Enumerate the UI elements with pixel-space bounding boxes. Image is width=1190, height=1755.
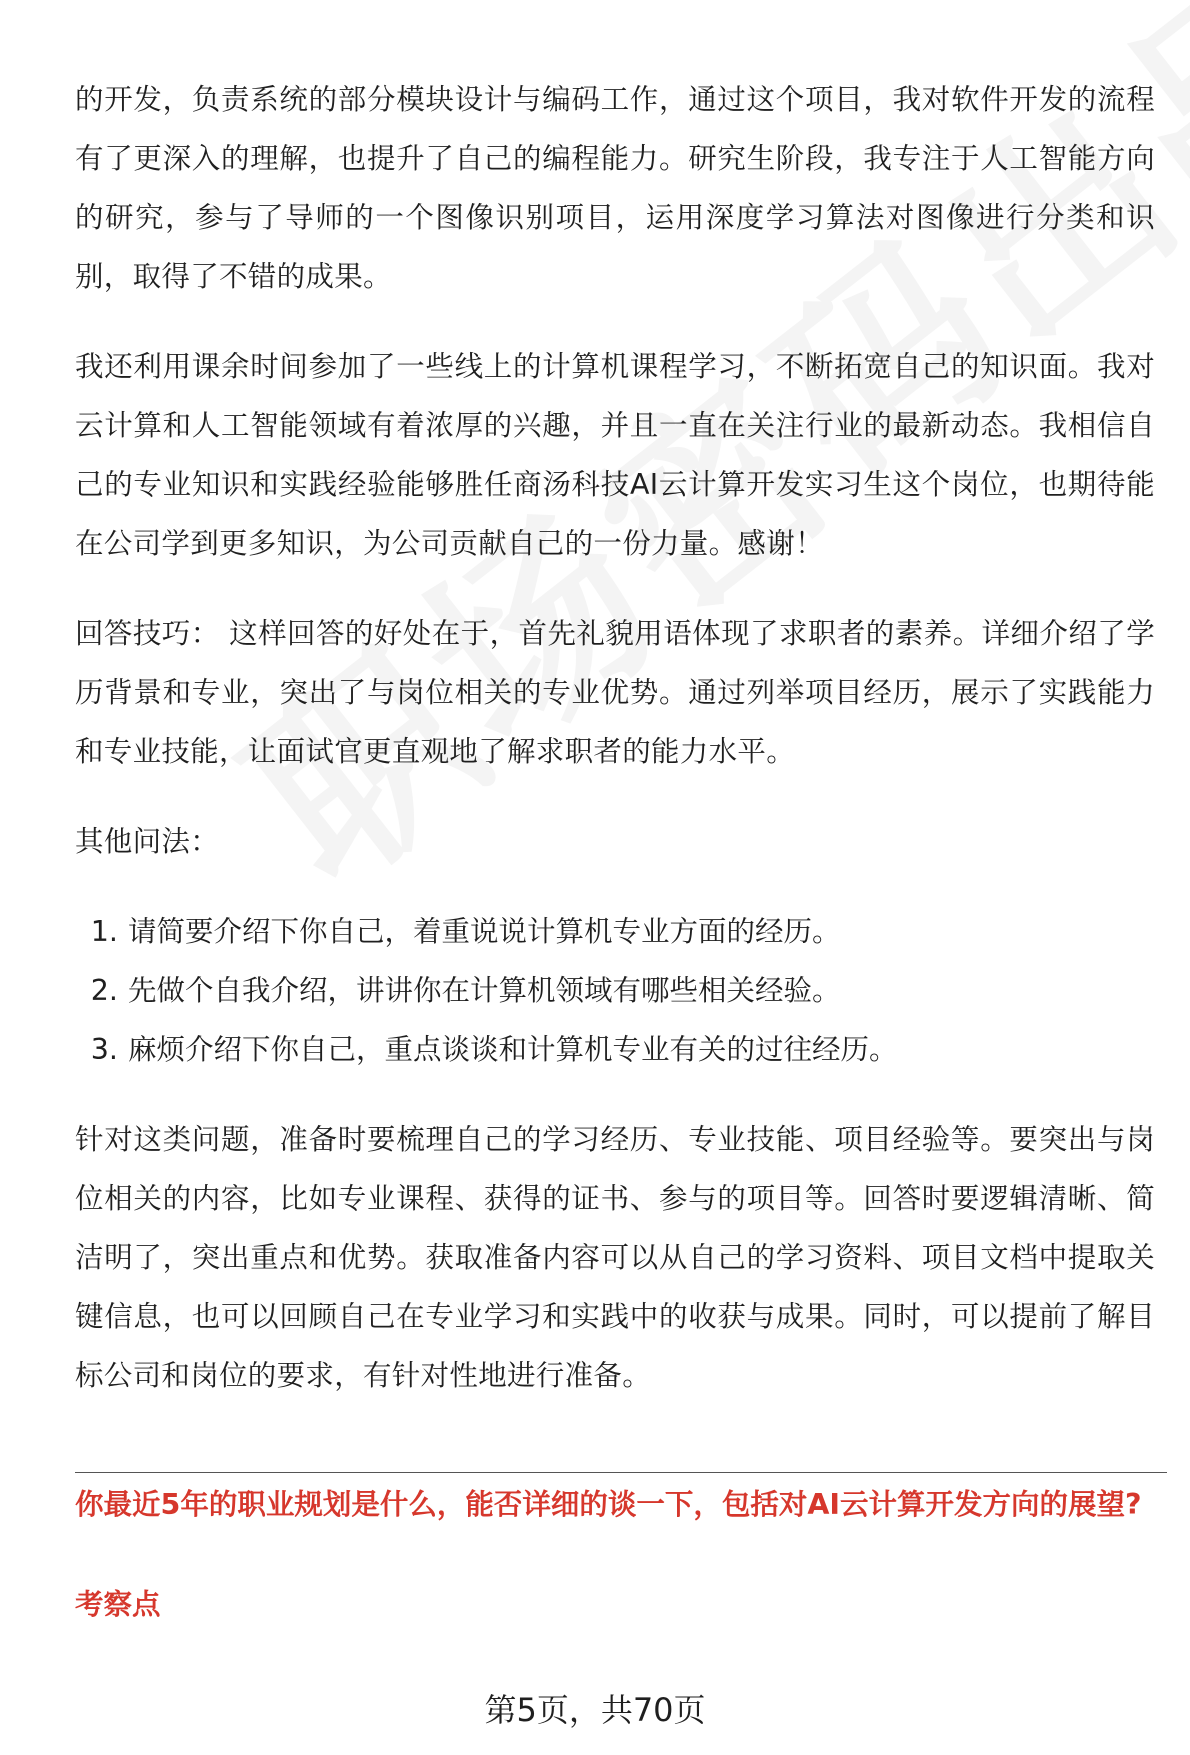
section-divider bbox=[75, 1472, 1167, 1473]
list-item-number: 2. bbox=[90, 974, 118, 1007]
paragraph-preparation-advice: 针对这类问题，准备时要梳理自己的学习经历、专业技能、项目经验等。要突出与岗位相关的内容，比如专业课程、获得的证书、参与的项目等。回答时要逻辑清晰、简洁明了，突出重点和优势。获取准备内容可以从自己的学习资料、项目文档中提取关键信息，也可以回顾自己在专业学习和实践中的收获与成果。同时，可以提前了解目标公司和岗位的要求，有针对性地进行准备。 bbox=[75, 1123, 1155, 1392]
paragraph-answer-end: 的开发，负责系统的部分模块设计与编码工作，通过这个项目，我对软件开发的流程有了更深入的理解，也提升了自己的编程能力。研究生阶段，我专注于人工智能方向的研究，参与了导师的一个图像识别项目，运用深度学习算法对图像进行分类和识别，取得了不错的成果。 bbox=[75, 83, 1155, 293]
next-question-title: 你最近5年的职业规划是什么，能否详细的谈一下，包括对AI云计算开发方向的展望? bbox=[75, 1488, 1142, 1521]
list-item-text: 麻烦介绍下你自己，重点谈谈和计算机专业有关的过往经历。 bbox=[128, 1033, 898, 1066]
alt-questions-list bbox=[75, 902, 1155, 1079]
list-item-number: 1. bbox=[90, 915, 118, 948]
paragraph-answer-closing: 我还利用课余时间参加了一些线上的计算机课程学习，不断拓宽自己的知识面。我对云计算和人工智能领域有着浓厚的兴趣，并且一直在关注行业的最新动态。我相信自己的专业知识和实践经验能够胜任商汤科技AI云计算开发实习生这个岗位，也期待能在公司学到更多知识，为公司贡献自己的一份力量。感谢！ bbox=[75, 350, 1155, 560]
alt-questions-heading: 其他问法： bbox=[75, 825, 220, 858]
next-question-subheading: 考察点 bbox=[75, 1588, 161, 1621]
list-item bbox=[75, 1020, 1155, 1079]
paragraph-answer-tips: 回答技巧： 这样回答的好处在于，首先礼貌用语体现了求职者的素养。详细介绍了学历背景和专业，突出了与岗位相关的专业优势。通过列举项目经历，展示了实践能力和专业技能，让面试官更直观地了解求职者的能力水平。 bbox=[75, 617, 1155, 768]
list-item-text: 先做个自我介绍，讲讲你在计算机领域有哪些相关经验。 bbox=[128, 974, 841, 1007]
list-item bbox=[75, 902, 1155, 961]
page-number-footer: 第5页，共70页 bbox=[484, 1691, 706, 1729]
list-item-number: 3. bbox=[90, 1033, 118, 1066]
list-item bbox=[75, 961, 1155, 1020]
body-content bbox=[75, 70, 1155, 1405]
list-item-text: 请简要介绍下你自己，着重说说计算机专业方面的经历。 bbox=[128, 915, 841, 948]
